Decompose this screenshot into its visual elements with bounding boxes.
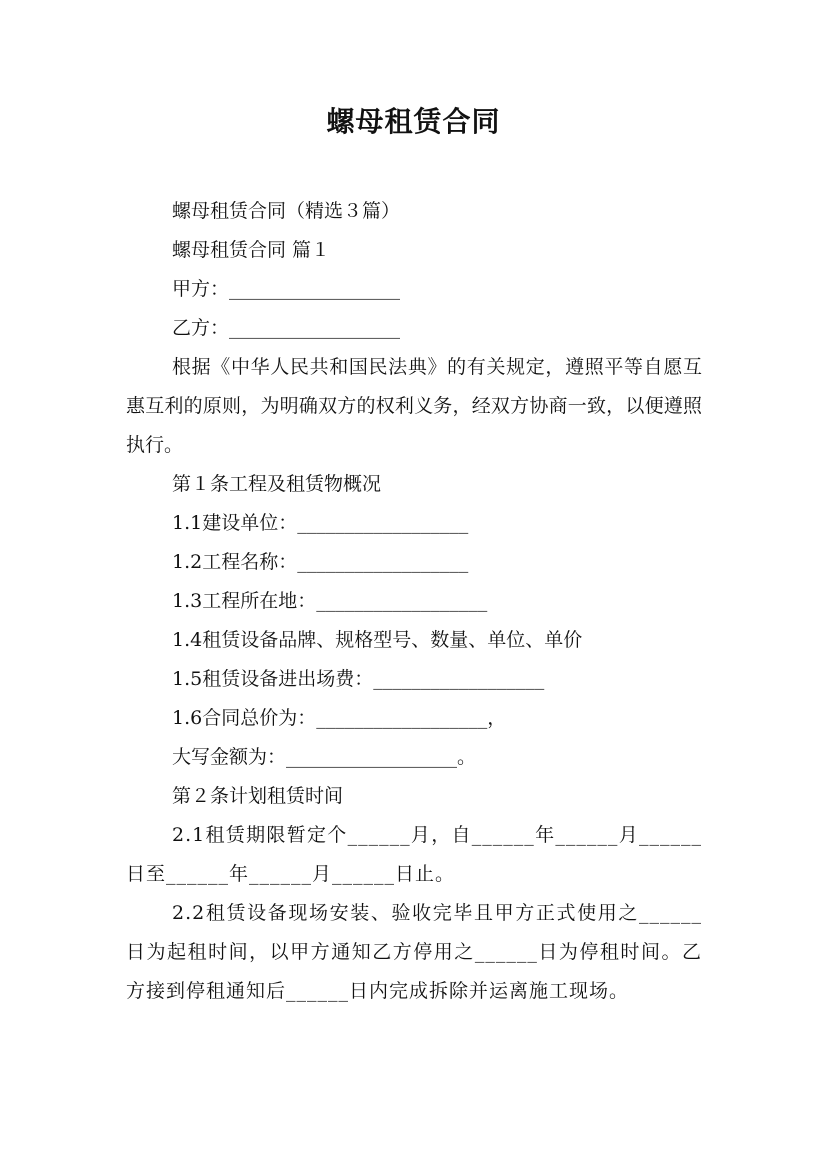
amount-in-words-line: 大写金额为：__________________。: [172, 746, 477, 768]
clause-2-1: 2.1租赁期限暂定个______月，自______年______月______日至______年______月______日止。: [126, 824, 702, 885]
clause-1-1: 1.1建设单位：__________________: [172, 512, 469, 534]
clause-1-4: 1.4租赁设备品牌、规格型号、数量、单位、单价: [172, 629, 583, 651]
clause-2-2: 2.2租赁设备现场安装、验收完毕且甲方正式使用之______日为起租时间，以甲方通知乙方停用之______日为停租时间。乙方接到停租通知后______日内完成拆除并运离施工现场。: [126, 902, 702, 1002]
clause-1-3: 1.3工程所在地：__________________: [172, 590, 488, 612]
preamble-paragraph: 根据《中华人民共和国民法典》的有关规定，遵照平等自愿互惠互利的原则，为明确双方的权利义务，经双方协商一致，以便遵照执行。: [126, 356, 702, 456]
document-title: 螺母租赁合同: [326, 105, 501, 138]
party-b-line: 乙方：__________________: [172, 317, 401, 339]
contract-part-heading: 螺母租赁合同 篇１: [172, 239, 331, 261]
document-body: [126, 192, 702, 1011]
article-2-heading: 第２条计划租赁时间: [172, 785, 344, 807]
party-a-line: 甲方：__________________: [172, 278, 401, 300]
clause-1-2: 1.2工程名称：__________________: [172, 551, 469, 573]
article-1-heading: 第１条工程及租赁物概况: [172, 473, 382, 495]
clause-1-5: 1.5租赁设备进出场费：__________________: [172, 668, 545, 690]
clause-1-6: 1.6合同总价为：__________________，: [172, 707, 507, 729]
contract-subtitle: 螺母租赁合同（精选３篇）: [172, 200, 401, 222]
